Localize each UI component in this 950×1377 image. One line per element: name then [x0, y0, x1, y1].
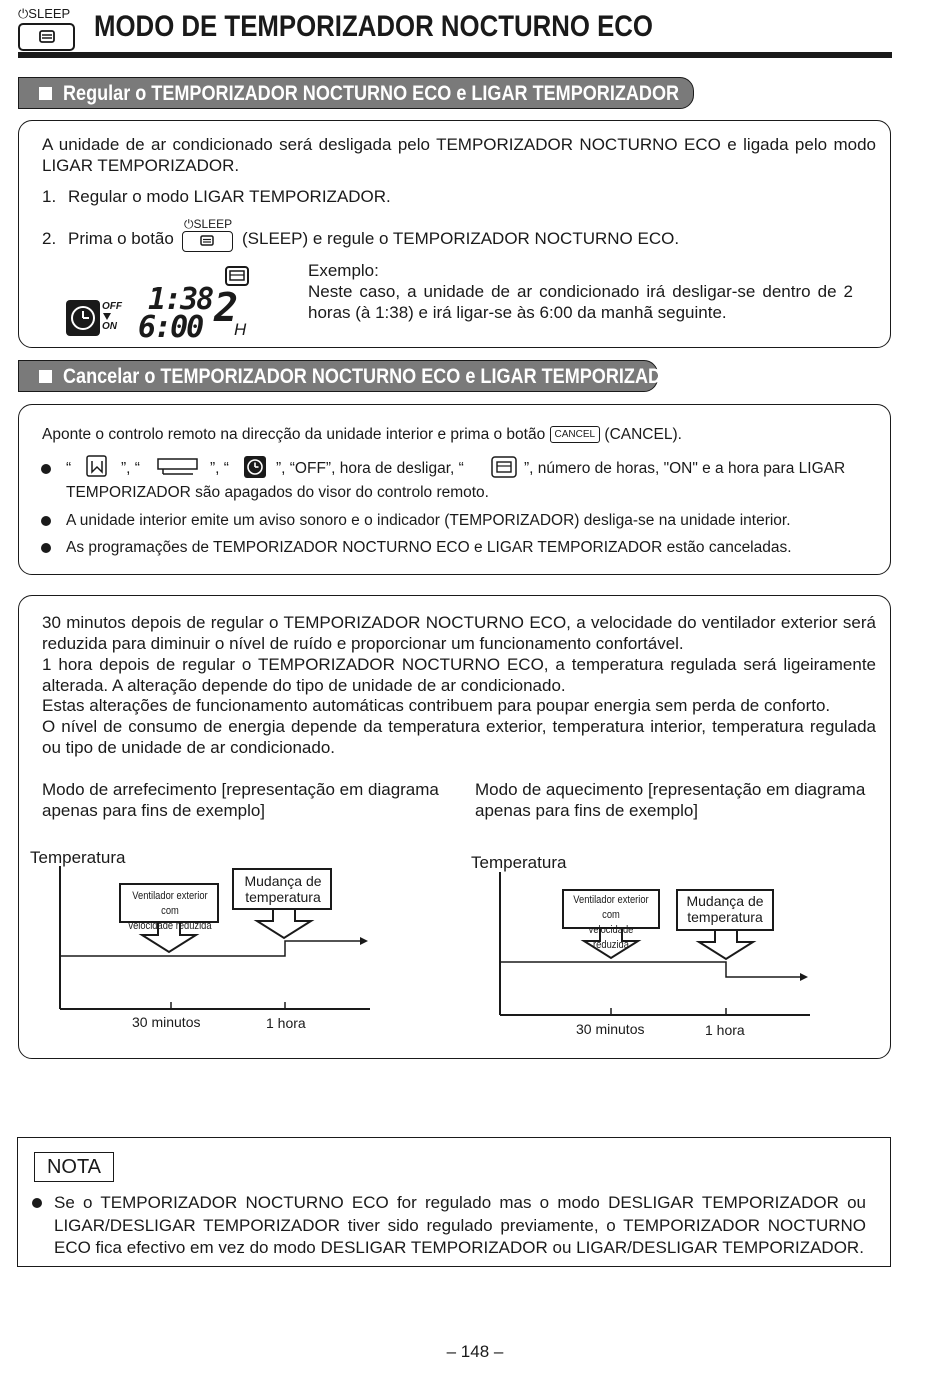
- bullet-1-line-2: TEMPORIZADOR são apagados do visor do controlo remoto.: [66, 484, 489, 501]
- paragraph-temperature: 1 hora depois de regular o TEMPORIZADOR NOCTURNO ECO, a temperatura regulada será ligeiramente alterada. A alteração depende do tipo de unidade de ar condicionado.: [42, 655, 876, 695]
- temperature-line: [60, 941, 360, 956]
- paragraph-fan: 30 minutos depois de regular o TEMPORIZADOR NOCTURNO ECO, a velocidade do ventilador exterior será reduzida para diminuir o nível de ruído e proporcionar um funcionamento confortável.: [42, 613, 876, 653]
- timer-clock-icon: [243, 455, 267, 479]
- bullet-dot: [41, 516, 51, 526]
- bed-icon: [20, 25, 73, 49]
- timer-clock-icon: [66, 300, 100, 336]
- cancel-intro-text: Aponte o controlo remoto na direcção da unidade interior e prima o botão: [42, 426, 546, 443]
- heating-temp-box-text: [677, 893, 773, 925]
- note-text: Se o TEMPORIZADOR NOCTURNO ECO for regulado mas o modo DESLIGAR TEMPORIZADOR ou LIGAR/DESLIGAR TEMPORIZADOR tiver sido regulado previamente, o TEMPORIZADOR NOCTURNO ECO fica efectivo em vez do modo DESLIGAR TEMPORIZADOR ou LIGAR/DESLIGAR TEMPORIZADOR.: [54, 1193, 866, 1257]
- tent-timer-icon: [84, 454, 110, 480]
- down-arrow-icon: [257, 909, 311, 938]
- box-text-line: Mudança de: [686, 893, 764, 909]
- bullet-1-open-quote: “: [66, 460, 72, 477]
- lcd-off-label: OFF: [102, 301, 122, 312]
- step-1-text: Regular o modo LIGAR TEMPORIZADOR.: [68, 187, 391, 206]
- step-2-text-post: (SLEEP) e regule o TEMPORIZADOR NOCTURNO ECO.: [242, 229, 680, 248]
- lcd-on-label: ON: [102, 321, 117, 332]
- bullet-3-text: As programações de TEMPORIZADOR NOCTURNO ECO e LIGAR TEMPORIZADOR estão canceladas.: [66, 539, 792, 556]
- heating-y-label: Temperatura: [471, 853, 567, 872]
- lcd-on-time: 6:00: [138, 310, 203, 343]
- section-heading-text: Cancelar o TEMPORIZADOR NOCTURNO ECO e LIGAR TEMPORIZADOR: [63, 365, 689, 388]
- lcd-off-time: 1:38: [148, 282, 213, 317]
- remote-lcd-display: [64, 265, 264, 343]
- paragraph-consumption: O nível de consumo de energia depende da temperatura exterior, temperatura interior, temperatura regulada ou tipo de unidade de ar condicionado.: [42, 717, 876, 757]
- sleep-button-inline-icon: [182, 217, 236, 253]
- cooling-temp-box-text: [233, 873, 333, 905]
- box-text-line: Ventilador exterior com: [132, 890, 208, 917]
- lcd-hours: 2: [214, 285, 239, 331]
- cooling-tick-30-label: 30 minutos: [132, 1014, 201, 1030]
- section-heading-set: [18, 77, 694, 109]
- sleep-inline-label: ⏻SLEEP: [184, 217, 233, 231]
- cancel-key-icon: CANCEL: [550, 426, 601, 443]
- example-title: Exemplo:: [308, 261, 379, 280]
- box-text-line: Mudança de: [244, 873, 322, 889]
- bullet-2-text: A unidade interior emite um aviso sonoro e o indicador (TEMPORIZADOR) desliga-se na unidade interior.: [66, 512, 791, 529]
- page-number: – 148 –: [446, 1342, 504, 1361]
- cooling-fan-box-text: [128, 889, 213, 934]
- bed-icon: [183, 232, 231, 250]
- bullet-dot: [41, 464, 51, 474]
- box-text-line: Ventilador exterior com: [573, 894, 649, 921]
- example-text: Neste caso, a unidade de ar condicionado irá desligar-se dentro de 2 horas (à 1:38) e irá ligar-se às 6:00 da manhã seguinte.: [308, 282, 853, 322]
- step-2-text-pre: Prima o botão: [68, 229, 174, 248]
- cooling-caption: Modo de arrefecimento [representação em diagrama apenas para fins de exemplo]: [42, 780, 439, 820]
- lcd-hours-unit: H: [234, 320, 247, 339]
- square-bullet-icon: [39, 370, 52, 383]
- arrow-head-icon: [360, 937, 368, 945]
- paragraph-energy-saving: Estas alterações de funcionamento automáticas contribuem para poupar energia sem perda de conforto.: [42, 696, 831, 715]
- bullet-1-sep-2: ”, “: [210, 460, 229, 477]
- bullet-1-sep-1: ”, “: [121, 460, 140, 477]
- section-heading-text: Regular o TEMPORIZADOR NOCTURNO ECO e LIGAR TEMPORIZADOR: [63, 82, 680, 105]
- down-arrow-icon: [699, 930, 753, 959]
- sleep-label: ⏻SLEEP: [18, 6, 71, 21]
- arrow-head-icon: [800, 973, 808, 981]
- heating-fan-box-text: [570, 893, 652, 953]
- set-intro: A unidade de ar condicionado será desligada pelo TEMPORIZADOR NOCTURNO ECO e ligada pelo modo LIGAR TEMPORIZADOR.: [42, 135, 876, 175]
- bullet-dot: [41, 543, 51, 553]
- down-arrow-icon: [103, 313, 111, 320]
- box-text-line: velocidade reduzida: [128, 920, 212, 932]
- box-text-line: temperatura: [245, 889, 321, 905]
- heating-caption: Modo de aquecimento [representação em diagrama apenas para fins de exemplo]: [475, 780, 866, 820]
- sleep-button-icon: [18, 6, 78, 46]
- cancel-intro-end: (CANCEL).: [604, 426, 682, 443]
- section-heading-cancel: [18, 360, 689, 392]
- bullet-dot: [32, 1198, 42, 1208]
- sleep-inline-outline: [182, 231, 233, 252]
- temperature-line: [500, 962, 800, 977]
- page-title: MODO DE TEMPORIZADOR NOCTURNO ECO: [94, 10, 653, 43]
- bullet-1-end: ”, número de horas, "ON" e a hora para LIGAR: [524, 460, 846, 477]
- heating-tick-30-label: 30 minutos: [576, 1021, 645, 1037]
- cooling-y-label: Temperatura: [30, 848, 126, 867]
- sleep-key-outline: [18, 23, 75, 51]
- indoor-unit-icon: [155, 455, 200, 479]
- heating-tick-1h-label: 1 hora: [705, 1022, 745, 1038]
- title-rule: [18, 52, 892, 58]
- bed-icon: [490, 455, 518, 479]
- box-text-line: velocidade reduzida: [588, 924, 634, 951]
- box-text-line: temperatura: [687, 909, 763, 925]
- power-icon: ⏻: [18, 6, 29, 21]
- note-label: NOTA: [34, 1152, 114, 1182]
- bullet-1-mid: ”, “OFF”, hora de desligar, “: [276, 460, 464, 477]
- cancel-intro: [42, 425, 882, 445]
- step-1-number: 1.: [42, 187, 57, 206]
- cooling-tick-1h-label: 1 hora: [266, 1015, 306, 1031]
- square-bullet-icon: [39, 87, 52, 100]
- step-2-number: 2.: [42, 229, 57, 248]
- lcd-bed-icon: [226, 267, 248, 285]
